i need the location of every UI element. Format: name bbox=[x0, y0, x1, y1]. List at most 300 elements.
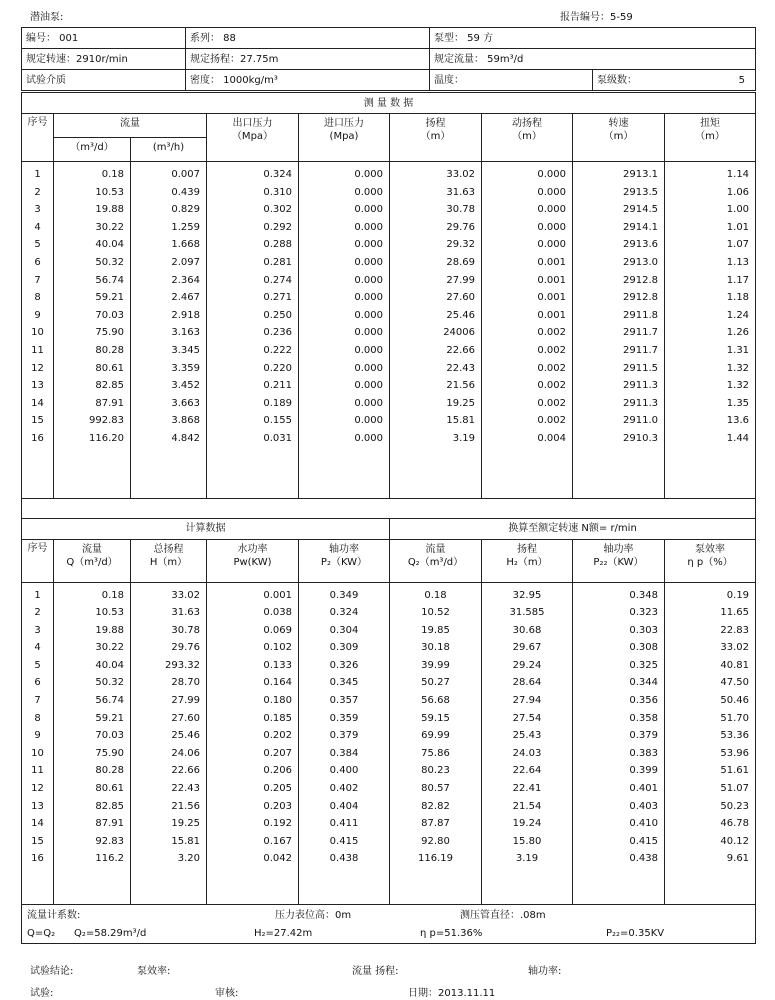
cell: 11 bbox=[22, 762, 54, 780]
cell: 3 bbox=[22, 622, 54, 640]
conclusion-flow-head: 流量 扬程: bbox=[352, 966, 399, 977]
cell: 75.90 bbox=[54, 324, 131, 342]
cell: 0.404 bbox=[299, 798, 390, 816]
cell: 0.000 bbox=[299, 236, 390, 254]
cell: 1.13 bbox=[665, 254, 756, 272]
cell: 59.21 bbox=[54, 289, 131, 307]
cell: 15 bbox=[22, 412, 54, 430]
cell: 0.18 bbox=[54, 162, 131, 184]
cell: 0.401 bbox=[573, 780, 665, 798]
calc-header: 总扬程 H（m） bbox=[131, 539, 207, 582]
cell: 92.80 bbox=[390, 833, 482, 851]
cell: 50.32 bbox=[54, 254, 131, 272]
cell: 2914.5 bbox=[573, 201, 665, 219]
cell: 0.288 bbox=[207, 236, 299, 254]
cell: 1.26 bbox=[665, 324, 756, 342]
conclusion-label: 试验结论: bbox=[30, 966, 74, 977]
cell: 1.44 bbox=[665, 430, 756, 448]
cell: 53.36 bbox=[665, 727, 756, 745]
cell: 0.042 bbox=[207, 850, 299, 868]
cell: 0.000 bbox=[299, 184, 390, 202]
cell: 15.81 bbox=[390, 412, 482, 430]
cell: 2913.1 bbox=[573, 162, 665, 184]
cell: 0.302 bbox=[207, 201, 299, 219]
cell: 3.19 bbox=[482, 850, 573, 868]
cell: 1.18 bbox=[665, 289, 756, 307]
cell: 87.91 bbox=[54, 395, 131, 413]
cell: 0.384 bbox=[299, 745, 390, 763]
cell: 1.24 bbox=[665, 307, 756, 325]
table-row bbox=[22, 395, 756, 413]
table-row bbox=[22, 307, 756, 325]
cell: 2.364 bbox=[131, 272, 207, 290]
calc-header: 扬程 H₂（m） bbox=[482, 539, 573, 582]
cell: 0.222 bbox=[207, 342, 299, 360]
cell: 28.64 bbox=[482, 674, 573, 692]
cell: 22.64 bbox=[482, 762, 573, 780]
cell: 0.133 bbox=[207, 657, 299, 675]
cell: 22.41 bbox=[482, 780, 573, 798]
table-row bbox=[22, 850, 756, 868]
cell: 22.66 bbox=[390, 342, 482, 360]
meter-coef: 流量计系数: bbox=[27, 910, 81, 921]
product-label: 潜油泵: bbox=[30, 12, 64, 23]
cell: 0.399 bbox=[573, 762, 665, 780]
cell: 0.274 bbox=[207, 272, 299, 290]
cell: 0.379 bbox=[299, 727, 390, 745]
cell: 0.358 bbox=[573, 710, 665, 728]
cell: 14 bbox=[22, 395, 54, 413]
cell: 40.04 bbox=[54, 657, 131, 675]
cell: 87.91 bbox=[54, 815, 131, 833]
table-row bbox=[22, 582, 756, 604]
cell: 1.17 bbox=[665, 272, 756, 290]
cell: 5 bbox=[22, 657, 54, 675]
table-row bbox=[22, 254, 756, 272]
cell: 27.94 bbox=[482, 692, 573, 710]
cell: 31.63 bbox=[131, 604, 207, 622]
calc-header: 流量 Q（m³/d） bbox=[54, 539, 131, 582]
cell: 2911.3 bbox=[573, 395, 665, 413]
cell: 1.31 bbox=[665, 342, 756, 360]
rated-speed: 规定转速：2910r/min bbox=[22, 49, 186, 70]
cell: 0.324 bbox=[299, 604, 390, 622]
cell: 59.21 bbox=[54, 710, 131, 728]
cell: 19.24 bbox=[482, 815, 573, 833]
temperature: 温度： bbox=[430, 70, 593, 91]
cell: 10.52 bbox=[390, 604, 482, 622]
cell: 30.22 bbox=[54, 639, 131, 657]
cell: 10 bbox=[22, 324, 54, 342]
efficiency-value: η p=51.36% bbox=[420, 928, 483, 939]
cell: 75.86 bbox=[390, 745, 482, 763]
cell: 1.259 bbox=[131, 219, 207, 237]
cell: 0.379 bbox=[573, 727, 665, 745]
serial-no: 编号： 001 bbox=[22, 28, 186, 49]
cell: 82.85 bbox=[54, 798, 131, 816]
cell: 31.63 bbox=[390, 184, 482, 202]
cell: 6 bbox=[22, 674, 54, 692]
cell: 3.163 bbox=[131, 324, 207, 342]
cell: 53.96 bbox=[665, 745, 756, 763]
table-row bbox=[22, 412, 756, 430]
cell: 9 bbox=[22, 727, 54, 745]
cell: 22.43 bbox=[390, 360, 482, 378]
pump-type: 泵型： 59 方 bbox=[430, 28, 756, 49]
q-value: Q₂=58.29m³/d bbox=[74, 928, 147, 939]
cell: 21.56 bbox=[131, 798, 207, 816]
cell: 75.90 bbox=[54, 745, 131, 763]
cell: 2913.6 bbox=[573, 236, 665, 254]
cell: 0.007 bbox=[131, 162, 207, 184]
cell: 21.54 bbox=[482, 798, 573, 816]
cell: 0.180 bbox=[207, 692, 299, 710]
cell: 2911.0 bbox=[573, 412, 665, 430]
table-row bbox=[22, 815, 756, 833]
cell: 33.02 bbox=[390, 162, 482, 184]
table-row bbox=[22, 324, 756, 342]
cell: 0.000 bbox=[482, 236, 573, 254]
footer-box bbox=[22, 905, 756, 944]
cell: 80.28 bbox=[54, 342, 131, 360]
cell: 2911.7 bbox=[573, 342, 665, 360]
cell: 2 bbox=[22, 184, 54, 202]
cell: 0.002 bbox=[482, 324, 573, 342]
tester-label: 试验: bbox=[30, 988, 54, 999]
cell: 2.467 bbox=[131, 289, 207, 307]
cell: 0.000 bbox=[299, 412, 390, 430]
cell: 0.250 bbox=[207, 307, 299, 325]
test-medium: 试验介质 bbox=[22, 70, 186, 91]
cell: 2911.7 bbox=[573, 324, 665, 342]
cell: 0.303 bbox=[573, 622, 665, 640]
cell: 0.001 bbox=[482, 254, 573, 272]
cell: 0.304 bbox=[299, 622, 390, 640]
cell: 4 bbox=[22, 219, 54, 237]
rated-head: 规定扬程：27.75m bbox=[186, 49, 430, 70]
cell: 87.87 bbox=[390, 815, 482, 833]
cell: 0.281 bbox=[207, 254, 299, 272]
cell: 0.000 bbox=[299, 342, 390, 360]
cell: 0.185 bbox=[207, 710, 299, 728]
gauge-height: 压力表位高：0m bbox=[275, 910, 352, 921]
cell: 10 bbox=[22, 745, 54, 763]
cell: 0.271 bbox=[207, 289, 299, 307]
cell: 27.60 bbox=[390, 289, 482, 307]
cell: 39.99 bbox=[390, 657, 482, 675]
cell: 56.74 bbox=[54, 692, 131, 710]
cell: 2910.3 bbox=[573, 430, 665, 448]
cell: 0.001 bbox=[207, 582, 299, 604]
cell: 0.349 bbox=[299, 582, 390, 604]
cell: 56.74 bbox=[54, 272, 131, 290]
table-row bbox=[22, 236, 756, 254]
cell: 50.23 bbox=[665, 798, 756, 816]
cell: 92.83 bbox=[54, 833, 131, 851]
table-row bbox=[22, 762, 756, 780]
cell: 25.46 bbox=[390, 307, 482, 325]
converted-title: 换算至额定转速 N额= r/min bbox=[390, 518, 756, 539]
cell: 0.203 bbox=[207, 798, 299, 816]
cell: 25.43 bbox=[482, 727, 573, 745]
cell: 33.02 bbox=[131, 582, 207, 604]
table-row bbox=[22, 745, 756, 763]
torque-header: 扭矩 （m） bbox=[665, 114, 756, 162]
cell: 0.207 bbox=[207, 745, 299, 763]
cell: 19.25 bbox=[131, 815, 207, 833]
cell: 29.24 bbox=[482, 657, 573, 675]
cell: 0.829 bbox=[131, 201, 207, 219]
measured-title: 测 量 数 据 bbox=[22, 93, 756, 114]
cell: 10.53 bbox=[54, 184, 131, 202]
cell: 70.03 bbox=[54, 307, 131, 325]
cell: 0.326 bbox=[299, 657, 390, 675]
cell: 1 bbox=[22, 582, 54, 604]
cell: 0.202 bbox=[207, 727, 299, 745]
table-row bbox=[22, 377, 756, 395]
cell: 0.357 bbox=[299, 692, 390, 710]
dyn-head-header: 动扬程 （m） bbox=[482, 114, 573, 162]
cell: 2911.8 bbox=[573, 307, 665, 325]
inlet-header: 进口压力 (Mpa) bbox=[299, 114, 390, 162]
table-row bbox=[22, 219, 756, 237]
cell: 27.60 bbox=[131, 710, 207, 728]
cell: 51.07 bbox=[665, 780, 756, 798]
flow-d-header: （m³/d） bbox=[54, 138, 131, 162]
cell: 0.402 bbox=[299, 780, 390, 798]
cell: 1.07 bbox=[665, 236, 756, 254]
cell: 16 bbox=[22, 850, 54, 868]
cell: 0.000 bbox=[299, 162, 390, 184]
cell: 29.67 bbox=[482, 639, 573, 657]
cell: 0.000 bbox=[482, 219, 573, 237]
cell: 0.000 bbox=[299, 360, 390, 378]
table-row bbox=[22, 727, 756, 745]
cell: 13 bbox=[22, 377, 54, 395]
cell: 0.000 bbox=[299, 430, 390, 448]
cell: 0.415 bbox=[299, 833, 390, 851]
cell: 1.35 bbox=[665, 395, 756, 413]
cell: 15.81 bbox=[131, 833, 207, 851]
cell: 19.25 bbox=[390, 395, 482, 413]
cell: 30.78 bbox=[390, 201, 482, 219]
cell: 0.155 bbox=[207, 412, 299, 430]
cell: 27.54 bbox=[482, 710, 573, 728]
cell: 80.61 bbox=[54, 360, 131, 378]
table-row bbox=[22, 780, 756, 798]
cell: 0.000 bbox=[482, 184, 573, 202]
cell: 0.236 bbox=[207, 324, 299, 342]
cell: 80.23 bbox=[390, 762, 482, 780]
cell: 992.83 bbox=[54, 412, 131, 430]
cell: 33.02 bbox=[665, 639, 756, 657]
cell: 16 bbox=[22, 430, 54, 448]
cell: 1.01 bbox=[665, 219, 756, 237]
cell: 0.348 bbox=[573, 582, 665, 604]
cell: 29.76 bbox=[390, 219, 482, 237]
cell: 70.03 bbox=[54, 727, 131, 745]
calc-title: 计算数据 bbox=[22, 518, 390, 539]
cell: 0.102 bbox=[207, 639, 299, 657]
cell: 0.002 bbox=[482, 360, 573, 378]
cell: 40.04 bbox=[54, 236, 131, 254]
cell: 40.81 bbox=[665, 657, 756, 675]
cell: 31.585 bbox=[482, 604, 573, 622]
calc-header: 轴功率 P₂₂（KW） bbox=[573, 539, 665, 582]
cell: 29.76 bbox=[131, 639, 207, 657]
cell: 0.438 bbox=[299, 850, 390, 868]
cell: 5 bbox=[22, 236, 54, 254]
cell: 1.668 bbox=[131, 236, 207, 254]
cell: 1.14 bbox=[665, 162, 756, 184]
speed-header: 转速 （m） bbox=[573, 114, 665, 162]
cell: 22.66 bbox=[131, 762, 207, 780]
table-row bbox=[22, 201, 756, 219]
table-row bbox=[22, 833, 756, 851]
cell: 3.868 bbox=[131, 412, 207, 430]
cell: 116.20 bbox=[54, 430, 131, 448]
outlet-header: 出口压力 （Mpa） bbox=[207, 114, 299, 162]
cell: 3.345 bbox=[131, 342, 207, 360]
cell: 22.83 bbox=[665, 622, 756, 640]
pipe-diameter: 测压管直径：.08m bbox=[460, 910, 546, 921]
cell: 0.000 bbox=[299, 254, 390, 272]
cell: 2911.5 bbox=[573, 360, 665, 378]
cell: 1.32 bbox=[665, 377, 756, 395]
cell: 0.000 bbox=[482, 162, 573, 184]
cell: 29.32 bbox=[390, 236, 482, 254]
cell: 3 bbox=[22, 201, 54, 219]
cell: 47.50 bbox=[665, 674, 756, 692]
cell: 0.410 bbox=[573, 815, 665, 833]
table-row bbox=[22, 639, 756, 657]
cell: 69.99 bbox=[390, 727, 482, 745]
cell: 51.70 bbox=[665, 710, 756, 728]
stages: 泵级数： 5 bbox=[593, 70, 756, 91]
cell: 293.32 bbox=[131, 657, 207, 675]
cell: 28.69 bbox=[390, 254, 482, 272]
cell: 0.308 bbox=[573, 639, 665, 657]
cell: 59.15 bbox=[390, 710, 482, 728]
cell: 0.19 bbox=[665, 582, 756, 604]
calc-header: 轴功率 P₂（KW） bbox=[299, 539, 390, 582]
q-equation: Q=Q₂ bbox=[27, 928, 56, 939]
cell: 80.28 bbox=[54, 762, 131, 780]
cell: 0.002 bbox=[482, 412, 573, 430]
head-header: 扬程 （m） bbox=[390, 114, 482, 162]
cell: 0.411 bbox=[299, 815, 390, 833]
cell: 8 bbox=[22, 710, 54, 728]
cell: 2913.5 bbox=[573, 184, 665, 202]
cell: 0.000 bbox=[299, 307, 390, 325]
cell: 10.53 bbox=[54, 604, 131, 622]
cell: 13.6 bbox=[665, 412, 756, 430]
cell: 1 bbox=[22, 162, 54, 184]
cell: 0.439 bbox=[131, 184, 207, 202]
table-row bbox=[22, 162, 756, 184]
cell: 3.452 bbox=[131, 377, 207, 395]
cell: 2 bbox=[22, 604, 54, 622]
cell: 30.22 bbox=[54, 219, 131, 237]
cell: 3.19 bbox=[390, 430, 482, 448]
date-label: 日期：2013.11.11 bbox=[408, 988, 496, 999]
cell: 2911.3 bbox=[573, 377, 665, 395]
cell: 6 bbox=[22, 254, 54, 272]
cell: 0.292 bbox=[207, 219, 299, 237]
cell: 50.46 bbox=[665, 692, 756, 710]
cell: 0.323 bbox=[573, 604, 665, 622]
cell: 0.438 bbox=[573, 850, 665, 868]
cell: 0.001 bbox=[482, 307, 573, 325]
cell: 2.097 bbox=[131, 254, 207, 272]
cell: 0.359 bbox=[299, 710, 390, 728]
cell: 27.99 bbox=[131, 692, 207, 710]
cell: 0.000 bbox=[299, 324, 390, 342]
cell: 0.324 bbox=[207, 162, 299, 184]
cell: 9 bbox=[22, 307, 54, 325]
calc-header: 序号 bbox=[22, 539, 54, 582]
cell: 1.32 bbox=[665, 360, 756, 378]
table-row bbox=[22, 622, 756, 640]
cell: 116.2 bbox=[54, 850, 131, 868]
cell: 80.61 bbox=[54, 780, 131, 798]
table-row bbox=[22, 710, 756, 728]
density: 密度： 1000kg/m³ bbox=[186, 70, 430, 91]
cell: 24.03 bbox=[482, 745, 573, 763]
cell: 0.000 bbox=[482, 201, 573, 219]
cell: 19.88 bbox=[54, 201, 131, 219]
cell: 0.000 bbox=[299, 201, 390, 219]
table-row bbox=[22, 342, 756, 360]
calc-header: 流量 Q₂（m³/d） bbox=[390, 539, 482, 582]
table-row bbox=[22, 674, 756, 692]
cell: 12 bbox=[22, 360, 54, 378]
series: 系列： 88 bbox=[186, 28, 430, 49]
cell: 116.19 bbox=[390, 850, 482, 868]
cell: 0.403 bbox=[573, 798, 665, 816]
flow-h-header: (m³/h) bbox=[131, 138, 207, 162]
cell: 0.192 bbox=[207, 815, 299, 833]
info-table bbox=[21, 27, 756, 91]
cell: 3.663 bbox=[131, 395, 207, 413]
cell: 0.325 bbox=[573, 657, 665, 675]
cell: 0.189 bbox=[207, 395, 299, 413]
cell: 0.309 bbox=[299, 639, 390, 657]
cell: 2914.1 bbox=[573, 219, 665, 237]
cell: 0.000 bbox=[299, 289, 390, 307]
cell: 24.06 bbox=[131, 745, 207, 763]
cell: 0.002 bbox=[482, 377, 573, 395]
cell: 0.002 bbox=[482, 342, 573, 360]
cell: 8 bbox=[22, 289, 54, 307]
cell: 30.68 bbox=[482, 622, 573, 640]
cell: 0.001 bbox=[482, 289, 573, 307]
cell: 3.359 bbox=[131, 360, 207, 378]
cell: 0.310 bbox=[207, 184, 299, 202]
cell: 0.038 bbox=[207, 604, 299, 622]
cell: 12 bbox=[22, 780, 54, 798]
cell: 40.12 bbox=[665, 833, 756, 851]
table-row bbox=[22, 604, 756, 622]
cell: 15 bbox=[22, 833, 54, 851]
cell: 28.70 bbox=[131, 674, 207, 692]
cell: 7 bbox=[22, 692, 54, 710]
flow-header: 流量 bbox=[54, 114, 207, 138]
table-row bbox=[22, 272, 756, 290]
table-row bbox=[22, 692, 756, 710]
report-number: 报告编号：5-59 bbox=[560, 12, 633, 23]
cell: 0.004 bbox=[482, 430, 573, 448]
